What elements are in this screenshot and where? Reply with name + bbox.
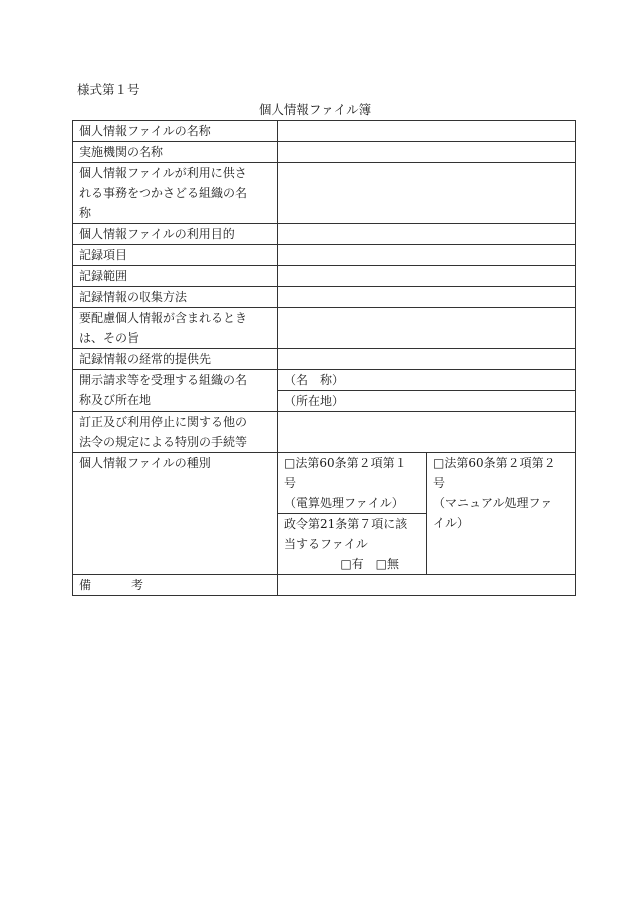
row-value-remarks[interactable] xyxy=(278,575,576,596)
option-line: 号 xyxy=(284,476,297,490)
label-line: 開示請求等を受理する組織の名 xyxy=(79,373,248,387)
row-label-disclosure-organization xyxy=(73,370,278,412)
table-row xyxy=(73,142,576,163)
option-line: イル） xyxy=(433,516,470,530)
row-label-record-items: 記録項目 xyxy=(73,245,278,266)
personal-info-file-register-table xyxy=(72,120,576,596)
table-row xyxy=(73,453,576,514)
option-line: （電算処理ファイル） xyxy=(284,496,404,510)
ordinance-file-cell xyxy=(278,514,427,575)
row-label-special-procedures xyxy=(73,412,278,453)
ordinance-line: 当するファイル xyxy=(284,537,368,551)
table-row xyxy=(73,121,576,142)
label-line: 個人情報ファイルが利用に供さ xyxy=(79,166,247,180)
label-line: 訂正及び利用停止に関する他の xyxy=(79,415,248,429)
option-line: □法第60条第２項第１ xyxy=(284,456,407,470)
label-line: 称及び所在地 xyxy=(79,393,152,407)
option-line: （マニュアル処理ファ xyxy=(433,496,553,510)
row-label-purpose: 個人情報ファイルの利用目的 xyxy=(73,224,278,245)
row-value-organization-name[interactable] xyxy=(278,163,576,224)
form-number: 様式第１号 xyxy=(77,82,140,97)
table-row xyxy=(73,575,576,596)
option-line: 号 xyxy=(433,476,446,490)
row-value-special-procedures[interactable] xyxy=(278,412,576,453)
row-value-agency-name[interactable] xyxy=(278,142,576,163)
table-row xyxy=(73,308,576,349)
row-value-regular-recipients[interactable] xyxy=(278,349,576,370)
row-label-remarks xyxy=(73,575,278,596)
row-label-collection-method: 記録情報の収集方法 xyxy=(73,287,278,308)
row-label-file-type: 個人情報ファイルの種別 xyxy=(73,453,278,575)
table-row xyxy=(73,245,576,266)
table-row xyxy=(73,412,576,453)
ordinance-yes-no-checkboxes[interactable]: □有 □無 xyxy=(340,557,399,571)
row-label-regular-recipients: 記録情報の経常的提供先 xyxy=(73,349,278,370)
row-value-organization-name-field[interactable]: （名 称） xyxy=(278,370,576,391)
remarks-label-part2: 考 xyxy=(131,578,144,592)
ordinance-line: 政令第21条第７項に該 xyxy=(284,517,408,531)
row-label-record-scope: 記録範囲 xyxy=(73,266,278,287)
row-value-record-scope[interactable] xyxy=(278,266,576,287)
document-title: 個人情報ファイル簿 xyxy=(258,102,372,117)
row-label-sensitive-info xyxy=(73,308,278,349)
row-value-record-items[interactable] xyxy=(278,245,576,266)
row-label-agency-name: 実施機関の名称 xyxy=(73,142,278,163)
option-line: □法第60条第２項第２ xyxy=(433,456,556,470)
file-type-option-computer[interactable] xyxy=(278,453,427,514)
row-value-collection-method[interactable] xyxy=(278,287,576,308)
remarks-label-part1: 備 xyxy=(79,578,92,592)
row-value-sensitive-info[interactable] xyxy=(278,308,576,349)
label-line: れる事務をつかさどる組織の名 xyxy=(79,186,248,200)
table-row xyxy=(73,266,576,287)
table-row xyxy=(73,349,576,370)
table-row xyxy=(73,287,576,308)
label-line: 法令の規定による特別の手続等 xyxy=(79,435,248,449)
label-line: は、その旨 xyxy=(79,331,140,345)
row-value-purpose[interactable] xyxy=(278,224,576,245)
table-row xyxy=(73,163,576,224)
row-label-organization-name xyxy=(73,163,278,224)
row-value-address-field[interactable]: （所在地） xyxy=(278,391,576,412)
file-type-option-manual[interactable] xyxy=(427,453,576,575)
label-line: 称 xyxy=(79,206,92,220)
row-label-file-name: 個人情報ファイルの名称 xyxy=(73,121,278,142)
table-row xyxy=(73,370,576,391)
label-line: 要配慮個人情報が含まれるとき xyxy=(79,311,248,325)
table-row xyxy=(73,224,576,245)
row-value-file-name[interactable] xyxy=(278,121,576,142)
